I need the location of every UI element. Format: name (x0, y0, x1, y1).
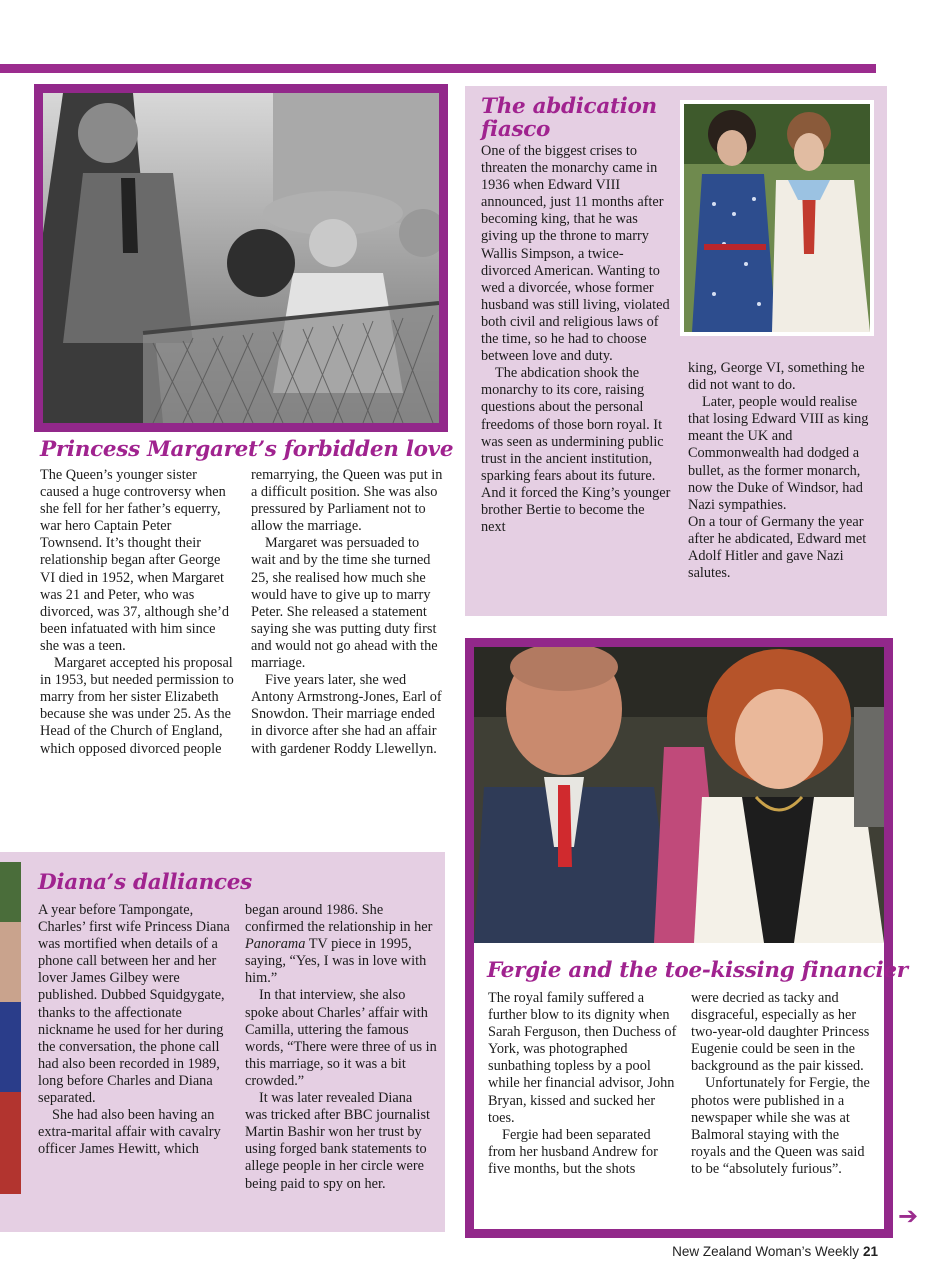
paragraph: Unfortunately for Fergie, the photos were published in a newspaper while she was at Balmoral staying with the royals and the Queen was said to be “absolutely furious”. (691, 1075, 870, 1177)
diana-photo-crop (0, 862, 21, 1194)
panorama-title: Panorama (245, 936, 306, 953)
abdication-column-2 (688, 360, 878, 582)
paragraph: remarrying, the Queen was put in a difficult position. She was also pressured by Parliament not to allow the marriage. (251, 467, 443, 535)
fergie-column-1 (488, 990, 678, 1178)
paragraph: Five years later, she wed Antony Armstrong-Jones, Earl of Snowdon. Their marriage ended in divorce after she had an affair with gardener Roddy Llewellyn. (251, 672, 442, 757)
publication-name: New Zealand Woman’s Weekly (672, 1244, 859, 1259)
fergie-column-2 (691, 990, 877, 1178)
paragraph: In that interview, she also spoke about Charles’ affair with Camilla, uttering the famous words, “There were three of us in this marriage, so it was a bit crowded.” (245, 987, 437, 1089)
margaret-heading: Princess Margaret’s forbidden love (40, 437, 454, 462)
fergie-heading: Fergie and the toe-kissing financier (487, 958, 908, 983)
diana-heading: Diana’s dalliances (38, 870, 252, 895)
diana-column-1 (38, 902, 230, 1158)
paragraph: The Queen’s younger sister caused a huge controversy when she fell for her father’s equerry, war hero Captain Peter Townsend. It’s thought their relationship began after George VI died in 1952, when Margaret was 21 and Peter, who was divorced, was 37, although she’d been infatuated with him since she was a teen. (40, 467, 229, 654)
margaret-column-2 (251, 467, 443, 758)
text-run: TV piece in 1995, saying, “Yes, I was in love with him.” (245, 936, 427, 987)
margaret-column-1 (40, 467, 236, 758)
page-footer (660, 1244, 878, 1259)
paragraph: Margaret was persuaded to wait and by the time she turned 25, she realised how much she would have to give up to marry Peter. She released a statement saying she was putting duty first and would not go ahead with the marriage. (251, 535, 438, 672)
diana-column-2 (245, 902, 437, 1193)
text-run: began around 1986. She confirmed the relationship in her (245, 902, 433, 936)
paragraph (245, 902, 437, 987)
paragraph: On a tour of Germany the year after he abdicated, Edward met Adolf Hitler and gave Nazi salutes. (688, 513, 867, 582)
page-number: 21 (862, 1244, 878, 1259)
top-accent-bar (0, 64, 876, 73)
next-page-arrow-icon: ➔ (898, 1202, 919, 1230)
paragraph: Margaret accepted his proposal in 1953, but needed permission to marry from her sister Elizabeth because she was under 25. As the Head of the Church of England, which opposed divorced people (40, 655, 234, 757)
paragraph: It was later revealed Diana was tricked after BBC journalist Martin Bashir won her trust by using forged bank statements to allege people in her circle were being paid to spy on her. (245, 1090, 431, 1192)
fergie-andrew-photo (474, 647, 884, 943)
paragraph: king, George VI, something he did not want to do. (688, 360, 865, 394)
margaret-townsend-photo (34, 84, 448, 432)
paragraph: Later, people would realise that losing Edward VIII as king meant the UK and Commonwealth had dodged a bullet, as the former monarch, now the Duke of Windsor, had Nazi sympathies. (688, 394, 869, 513)
paragraph: were decried as tacky and disgraceful, especially as her two-year-old daughter Princess Eugenie could be seen in the background as the pair kissed. (691, 990, 870, 1075)
paragraph: The abdication shook the monarchy to its core, raising questions about the personal freedoms of those born royal. It was seen as undermining public trust in the ancient institution, sparking fears about its future. And it forced the King’s younger brother Bertie to become the next (481, 365, 671, 536)
abdication-column-1 (481, 143, 671, 536)
abdication-heading: The abdication fiasco (481, 94, 657, 142)
windsor-couple-photo (680, 100, 874, 336)
paragraph: The royal family suffered a further blow to its dignity when Sarah Ferguson, then Duchess of York, was photographed sunbathing topless by a pool while her financial advisor, John Bryan, kissed and sucked her toes. (488, 990, 677, 1126)
paragraph: One of the biggest crises to threaten the monarchy came in 1936 when Edward VIII announced, just 11 months after becoming king, that he was giving up the throne to marry Wallis Simpson, a twice-divorced American. Wanting to wed a divorcée, whose former husband was still living, violated both civil and religious laws of the time, so he had to choose between love and duty. (481, 143, 670, 365)
paragraph: A year before Tampongate, Charles’ first wife Princess Diana was mortified when details of a phone call between her and her lover James Gilbey were published. Dubbed Squidgygate, thanks to the affectionate nickname he used for her during the conversation, the phone call had also been recorded in 1989, long before Charles and Diana separated. (38, 902, 230, 1107)
paragraph: She had also been having an extra-marital affair with cavalry officer James Hewitt, which (38, 1107, 221, 1158)
paragraph: Fergie had been separated from her husband Andrew for five months, but the shots (488, 1126, 658, 1177)
